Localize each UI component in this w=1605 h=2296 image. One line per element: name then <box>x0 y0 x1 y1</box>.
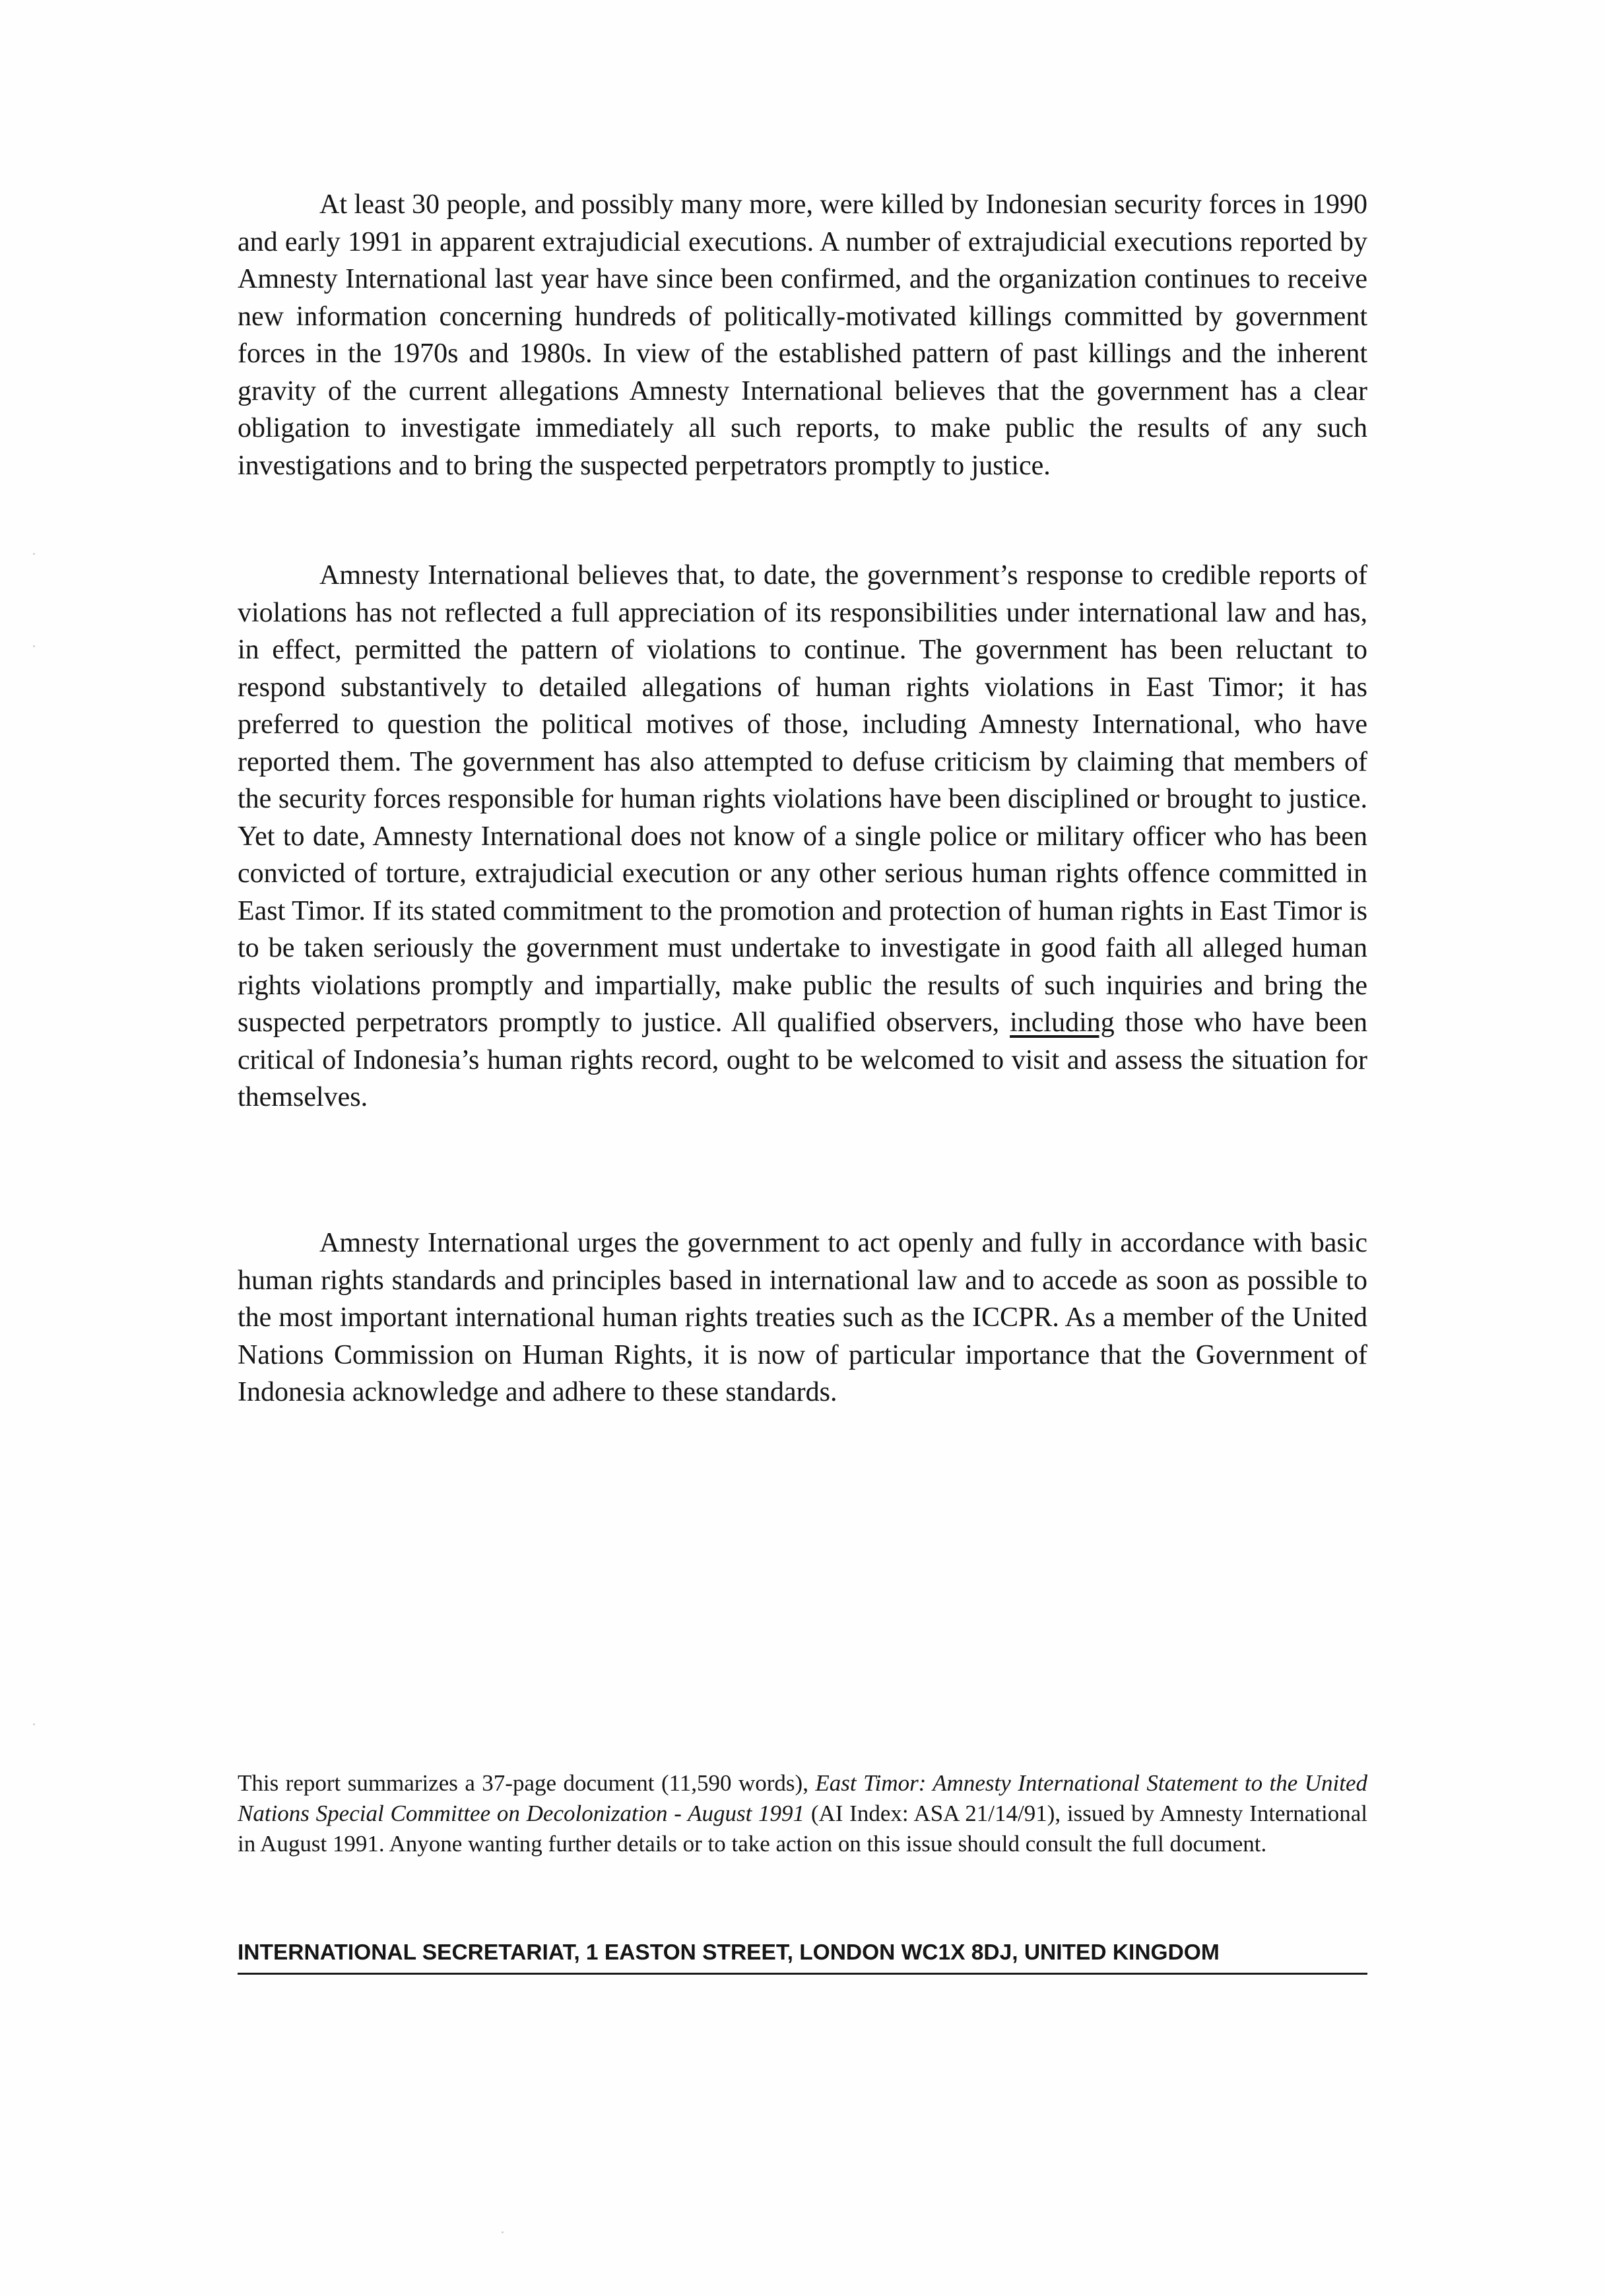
scan-speck <box>33 1723 35 1725</box>
secretariat-address: INTERNATIONAL SECRETARIAT, 1 EASTON STREET, LONDON WC1X 8DJ, UNITED KINGDOM <box>238 1940 1220 1965</box>
footer-rule <box>238 1973 1367 1975</box>
scan-speck <box>33 553 35 555</box>
paragraph-killings: At least 30 people, and possibly many more, were killed by Indonesian security forces in 1990 and early 1991 in apparent extrajudicial executions. A number of extrajudicial executions reported by Amnesty International last year have since been confirmed, and the organization continues to receive new information concerning hundreds of politically-motivated killings committed by government forces in the 1970s and 1980s. In view of the established pattern of past killings and the inherent gravity of the current allegations Amnesty International believes that the government has a clear obligation to investigate immediately all such reports, to make public the results of any such investigations and to bring the suspected perpetrators promptly to justice. <box>238 189 1367 481</box>
scan-speck <box>502 2231 504 2233</box>
report-summary-note <box>238 1768 1367 1859</box>
scan-speck <box>33 645 35 647</box>
paragraph-urges-government: Amnesty International urges the government to act openly and fully in accordance with basic human rights standards and principles based in international law and to accede as soon as possible to the most important international human rights treaties such as the ICCPR. As a member of the United Nations Commission on Human Rights, it is now of particular importance that the Government of Indonesia acknowledge and adhere to these standards. <box>238 1228 1367 1407</box>
summary-lead: This report summarizes a 37-page document (11,590 words), <box>238 1770 816 1796</box>
paragraph-text-part: those who have been critical of Indonesia’s human rights record, ought to be welcomed to visit and assess the situation for themselves. <box>238 1007 1367 1112</box>
underlined-word: including <box>1010 1007 1115 1038</box>
paragraph-text-part: Amnesty International believes that, to date, the government’s response to credible reports of violations has not reflected a full appreciation of its responsibilities under international law and has, in effect, permitted the pattern of violations to continue. The government has been reluctant to respond substantively to detailed allegations of human rights violations in East Timor; it has preferred to question the political motives of those, including Amnesty International, who have reported them. The government has also attempted to defuse criticism by claiming that members of the security forces responsible for human rights violations have been disciplined or brought to justice. Yet to date, Amnesty International does not know of a single police or military officer who has been convicted of torture, extrajudicial execution or any other serious human rights offence committed in East Timor. If its stated commitment to the promotion and protection of human rights in East Timor is to be taken seriously the government must undertake to investigate in good faith all alleged human rights violations promptly and impartially, make public the results of such inquiries and bring the suspected perpetrators promptly to justice. All qualified observers, <box>238 560 1367 1038</box>
summary-document-title: East Timor: Amnesty International Statement to the United Nations Special Committee on Decolonization - August 1991 <box>238 1770 1368 1826</box>
paragraph-government-response <box>238 557 1367 1116</box>
summary-tail: (AI Index: ASA 21/14/91), issued by Amnesty International in August 1991. Anyone wanting further details or to take action on this issue should consult the full document. <box>238 1801 1367 1857</box>
